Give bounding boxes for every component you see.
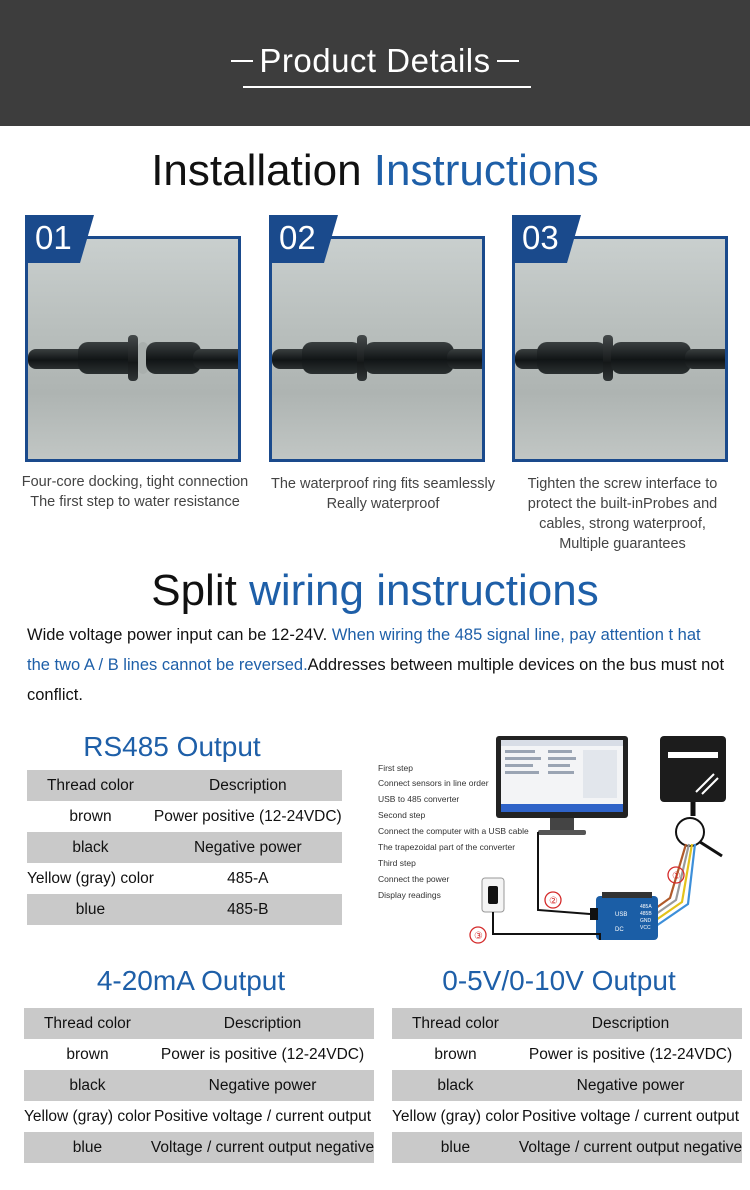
ma-output-title: 4-20mA Output bbox=[96, 965, 286, 996]
wiring-text-3: Addresses between multiple devices on the bus must not conflict. bbox=[27, 656, 725, 704]
converter-usb-label: USB bbox=[615, 912, 628, 918]
wiring-heading-blue: wiring instructions bbox=[249, 566, 599, 615]
left-dash bbox=[231, 60, 253, 62]
header-description: Description bbox=[519, 1008, 742, 1039]
banner-title: Product Details bbox=[259, 42, 491, 79]
table-row: black Negative power bbox=[392, 1070, 742, 1101]
marker-3: ③ bbox=[474, 931, 483, 942]
header-banner bbox=[0, 0, 750, 126]
header-description: Description bbox=[154, 770, 342, 801]
diagram-step-text: Connect the power bbox=[378, 874, 450, 884]
wiring-diagram-graphic bbox=[368, 728, 750, 950]
diagram-step-text: Connect sensors in line order bbox=[378, 778, 489, 788]
rs485-title: RS485 Output bbox=[83, 731, 261, 762]
marker-1: ① bbox=[672, 871, 681, 882]
step-1-badge: 01 bbox=[25, 215, 80, 263]
table-row: blue Voltage / current output negative bbox=[392, 1132, 742, 1163]
converter-dc-label: DC bbox=[615, 927, 624, 933]
voltage-output-title: 0-5V/0-10V Output bbox=[442, 965, 676, 996]
wiring-text-2: When wiring the 485 signal line, pay attention t hat the two A / B lines cannot be reversed. bbox=[27, 626, 701, 674]
converter-label: VCC bbox=[640, 925, 651, 931]
table-row: brown Power positive (12-24VDC) bbox=[69, 807, 342, 825]
installation-heading-blue: Instructions bbox=[373, 146, 599, 195]
step-1-caption: Four-core docking, tight connection The first step to water resistance bbox=[21, 474, 249, 510]
step-2-caption: The waterproof ring fits seamlessly Really waterproof bbox=[270, 476, 496, 512]
installation-heading bbox=[0, 146, 750, 196]
header-description: Description bbox=[151, 1008, 374, 1039]
step-2-badge: 02 bbox=[269, 215, 324, 263]
converter-label: GND bbox=[640, 918, 652, 924]
voltage-output-table bbox=[392, 1008, 742, 1163]
ma-output-table bbox=[24, 1008, 374, 1163]
step-3-caption: Tighten the screw interface to protect the built-inProbes and cables, strong waterproof, Multiple guarantees bbox=[527, 476, 718, 552]
table-row: brown Power is positive (12-24VDC) bbox=[66, 1045, 365, 1063]
step-3-photo bbox=[512, 236, 728, 462]
header-thread-color: Thread color bbox=[392, 1008, 519, 1039]
table-row: blue 485-B bbox=[27, 894, 342, 925]
diagram-step-text: Second step bbox=[378, 810, 426, 820]
table-row: black Negative power bbox=[27, 832, 342, 863]
header-thread-color: Thread color bbox=[27, 770, 154, 801]
diagram-step-text: Connect the computer with a USB cable bbox=[378, 826, 529, 836]
step-1-photo bbox=[25, 236, 241, 462]
table-row: Yellow (gray) color 485-A bbox=[27, 869, 269, 887]
converter-label: 485B bbox=[640, 911, 652, 917]
diagram-step-text: First step bbox=[378, 763, 413, 773]
right-dash bbox=[497, 60, 519, 62]
installation-heading-black: Installation bbox=[151, 146, 362, 195]
table-row: black Negative power bbox=[24, 1070, 374, 1101]
wiring-heading bbox=[0, 566, 750, 616]
wiring-diagram bbox=[368, 728, 750, 950]
wiring-text-1: Wide voltage power input can be 12-24V. bbox=[27, 626, 328, 644]
diagram-step-text: The trapezoidal part of the converter bbox=[378, 842, 516, 852]
table-header-row bbox=[27, 770, 342, 801]
wiring-heading-black: Split bbox=[151, 566, 237, 615]
step-2-photo bbox=[269, 236, 485, 462]
table-row: Yellow (gray) color Positive voltage / current output bbox=[392, 1107, 740, 1125]
table-header-row bbox=[24, 1008, 374, 1039]
table-header-row bbox=[392, 1008, 742, 1039]
table-row: blue Voltage / current output negative bbox=[24, 1132, 374, 1163]
banner-title-row bbox=[0, 42, 750, 80]
step-3-badge: 03 bbox=[512, 215, 567, 263]
table-row: brown Power is positive (12-24VDC) bbox=[434, 1045, 733, 1063]
marker-2: ② bbox=[549, 896, 558, 907]
diagram-step-text: Third step bbox=[378, 858, 416, 868]
table-row: Yellow (gray) color Positive voltage / current output bbox=[24, 1107, 372, 1125]
diagram-step-text: USB to 485 converter bbox=[378, 794, 460, 804]
header-thread-color: Thread color bbox=[24, 1008, 151, 1039]
converter-label: 485A bbox=[640, 904, 652, 910]
wiring-paragraph bbox=[27, 620, 727, 710]
banner-underline bbox=[243, 86, 531, 88]
diagram-step-text: Display readings bbox=[378, 890, 441, 900]
rs485-table bbox=[27, 770, 342, 925]
